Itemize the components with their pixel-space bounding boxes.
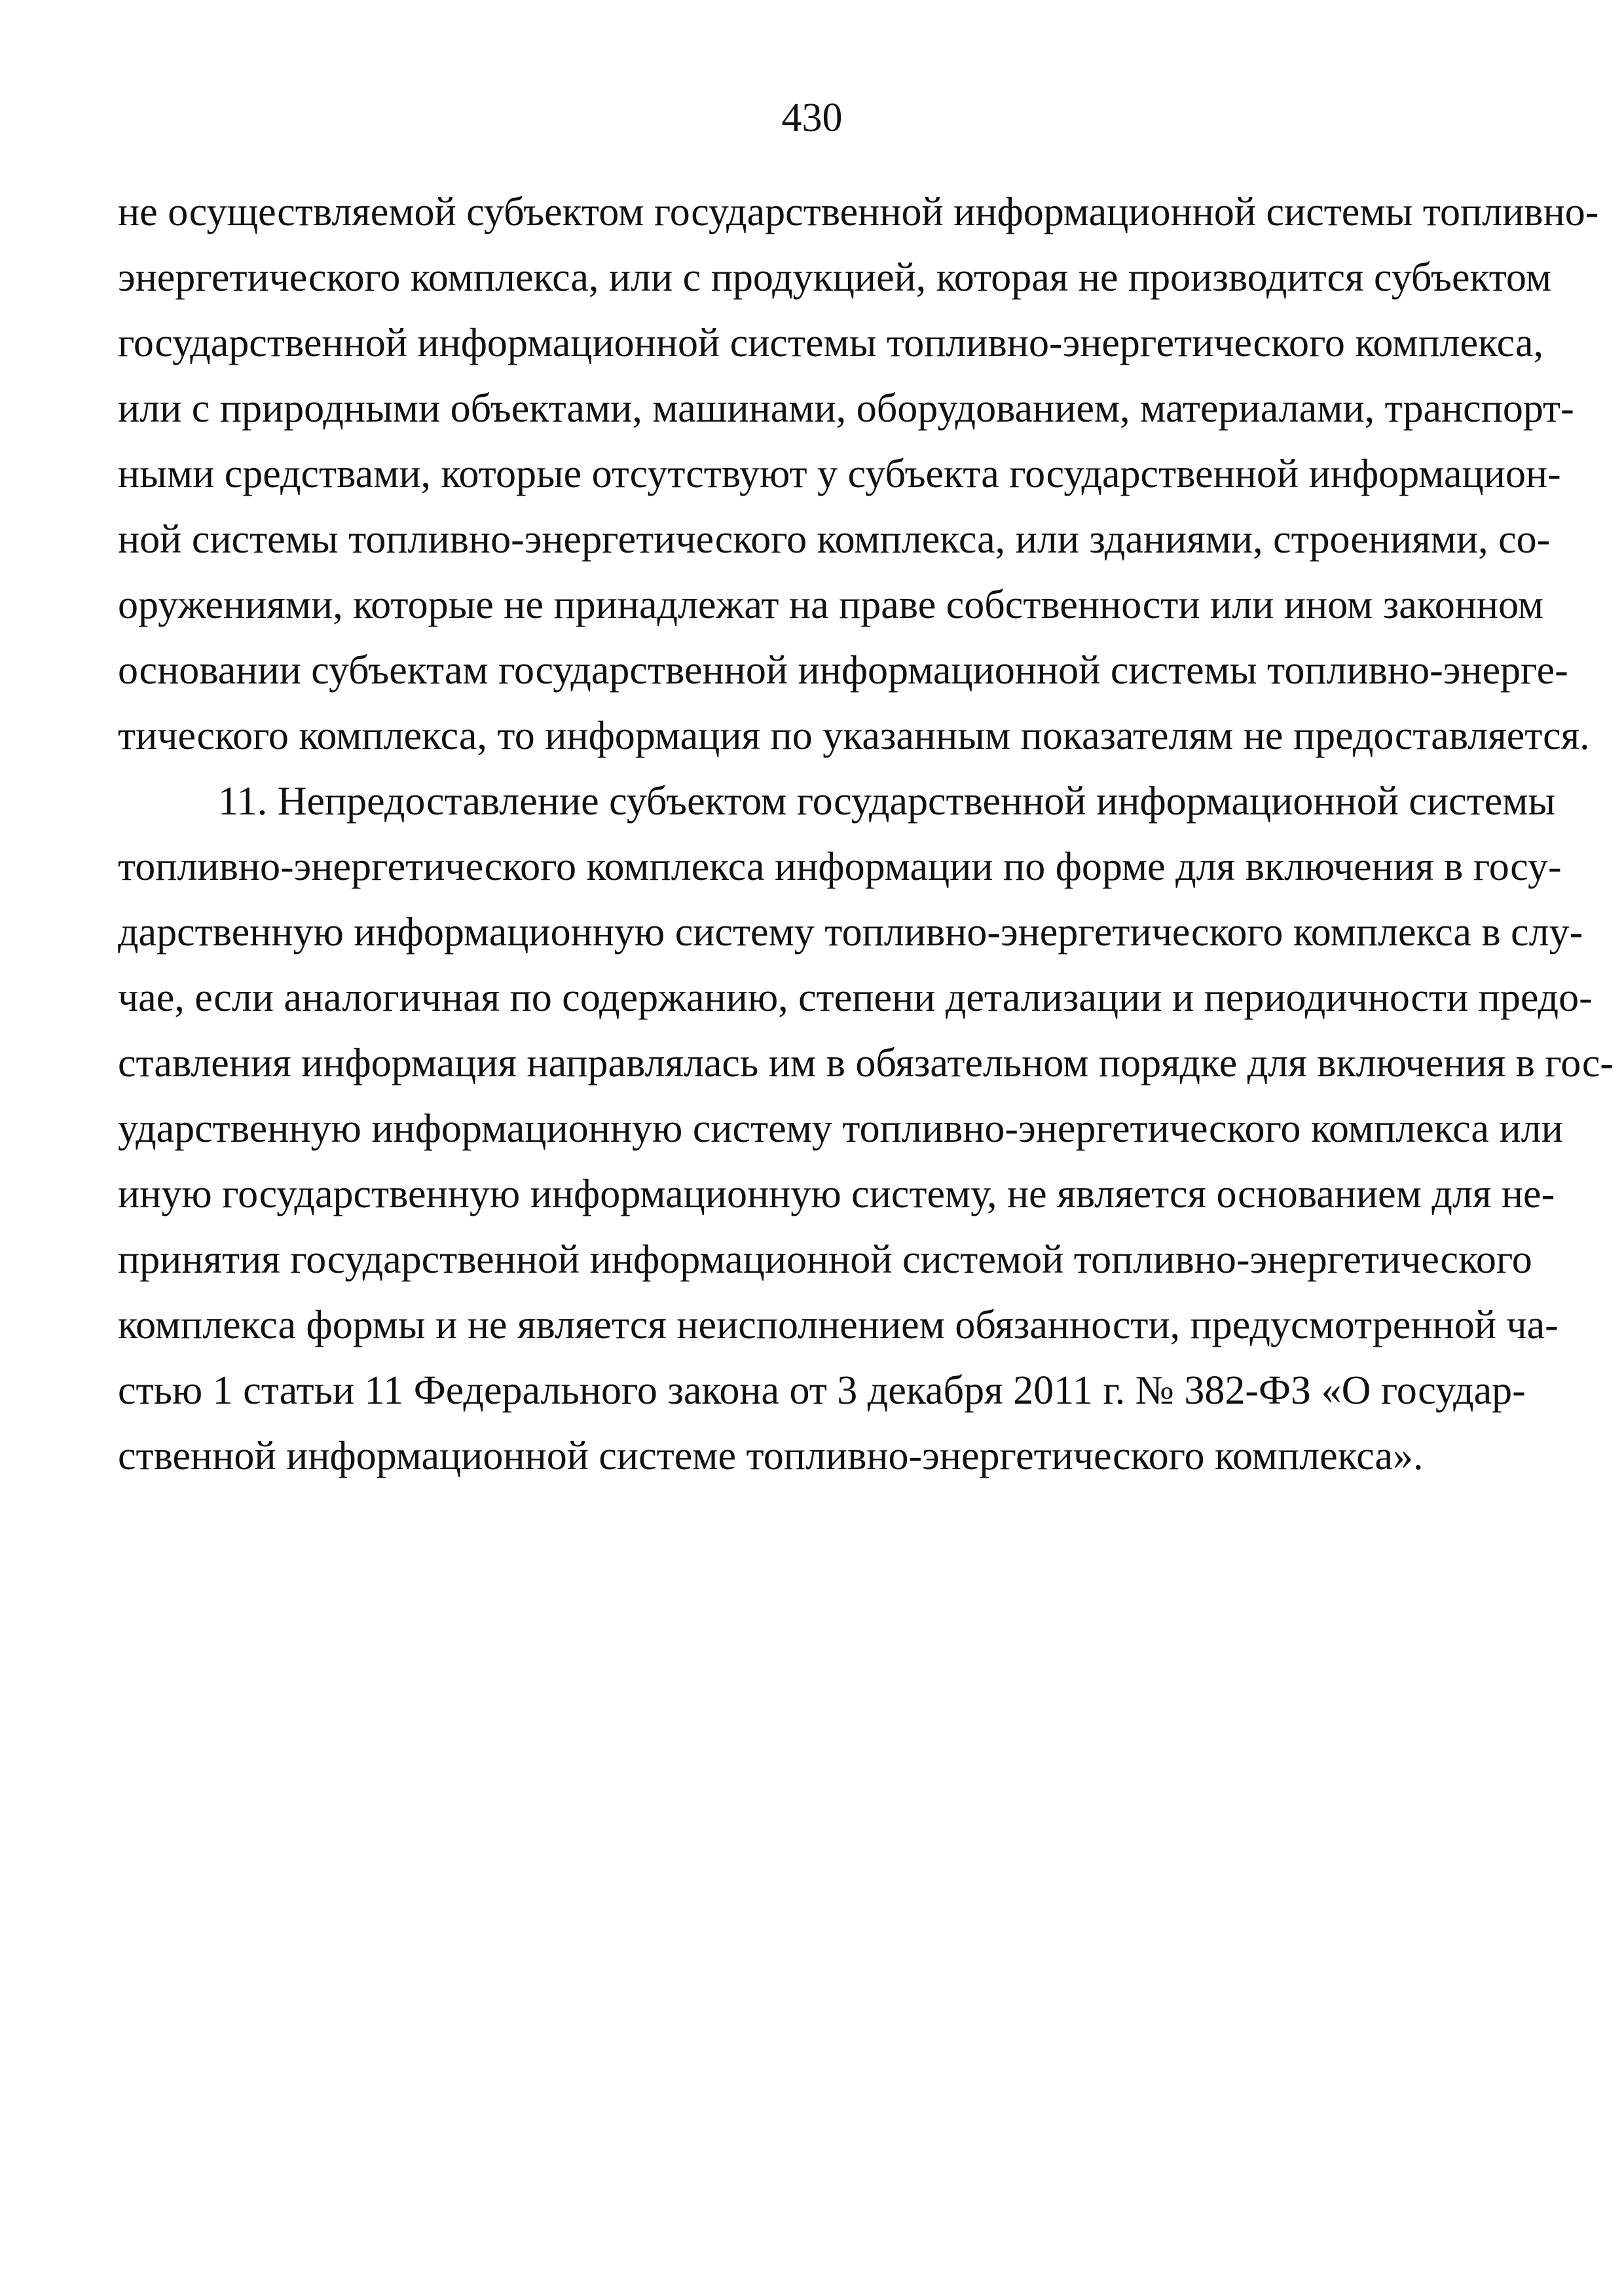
paragraph-2-line-10: стью 1 статьи 11 Федерального закона от 3 декабря 2011 г. № 382-ФЗ «О государ- xyxy=(118,1368,1526,1413)
paragraph-2-line-11: ственной информационной системе топливно-энергетического комплекса». xyxy=(118,1434,1424,1478)
paragraph-2-line-2: топливно-энергетического комплекса информации по форме для включения в госу- xyxy=(118,845,1562,889)
paragraph-1-line-2: энергетического комплекса, или с продукцией, которая не производится субъектом xyxy=(118,255,1552,300)
paragraph-1-line-5: ными средствами, которые отсутствуют у субъекта государственной информацион- xyxy=(118,452,1561,496)
paragraph-2-line-6: ударственную информационную систему топливно-энергетического комплекса или xyxy=(118,1106,1563,1151)
paragraph-1-line-8: основании субъектам государственной информационной системы топливно-энерге- xyxy=(118,648,1568,693)
paragraph-2-line-5: ставления информация направлялась им в обязательном порядке для включения в гос- xyxy=(118,1041,1614,1085)
paragraph-2-line-1: 11. Непредоставление субъектом государственной информационной системы xyxy=(218,779,1556,824)
paragraph-1-line-4: или с природными объектами, машинами, оборудованием, материалами, транспорт- xyxy=(118,386,1574,431)
paragraph-1-line-3: государственной информационной системы топливно-энергетического комплекса, xyxy=(118,321,1543,365)
paragraph-2-line-3: дарственную информационную систему топливно-энергетического комплекса в слу- xyxy=(118,910,1583,955)
paragraph-1-line-1: не осуществляемой субъектом государственной информационной системы топливно- xyxy=(118,190,1599,234)
paragraph-2-line-8: принятия государственной информационной системой топливно-энергетического xyxy=(118,1237,1532,1282)
paragraph-1-line-6: ной системы топливно-энергетического комплекса, или зданиями, строениями, со- xyxy=(118,517,1551,562)
paragraph-2-line-4: чае, если аналогичная по содержанию, степени детализации и периодичности предо- xyxy=(118,975,1593,1020)
paragraph-2-line-7: иную государственную информационную систему, не является основанием для не- xyxy=(118,1172,1555,1216)
paragraph-2-line-9: комплекса формы и не является неисполнением обязанности, предусмотренной ча- xyxy=(118,1303,1559,1347)
page-number: 430 xyxy=(781,96,843,140)
document-body xyxy=(0,179,1624,1620)
paragraph-1-line-9: тического комплекса, то информация по указанным показателям не предоставляется. xyxy=(118,714,1590,758)
paragraph-1-line-7: оружениями, которые не принадлежат на праве собственности или ином законном xyxy=(118,583,1544,627)
